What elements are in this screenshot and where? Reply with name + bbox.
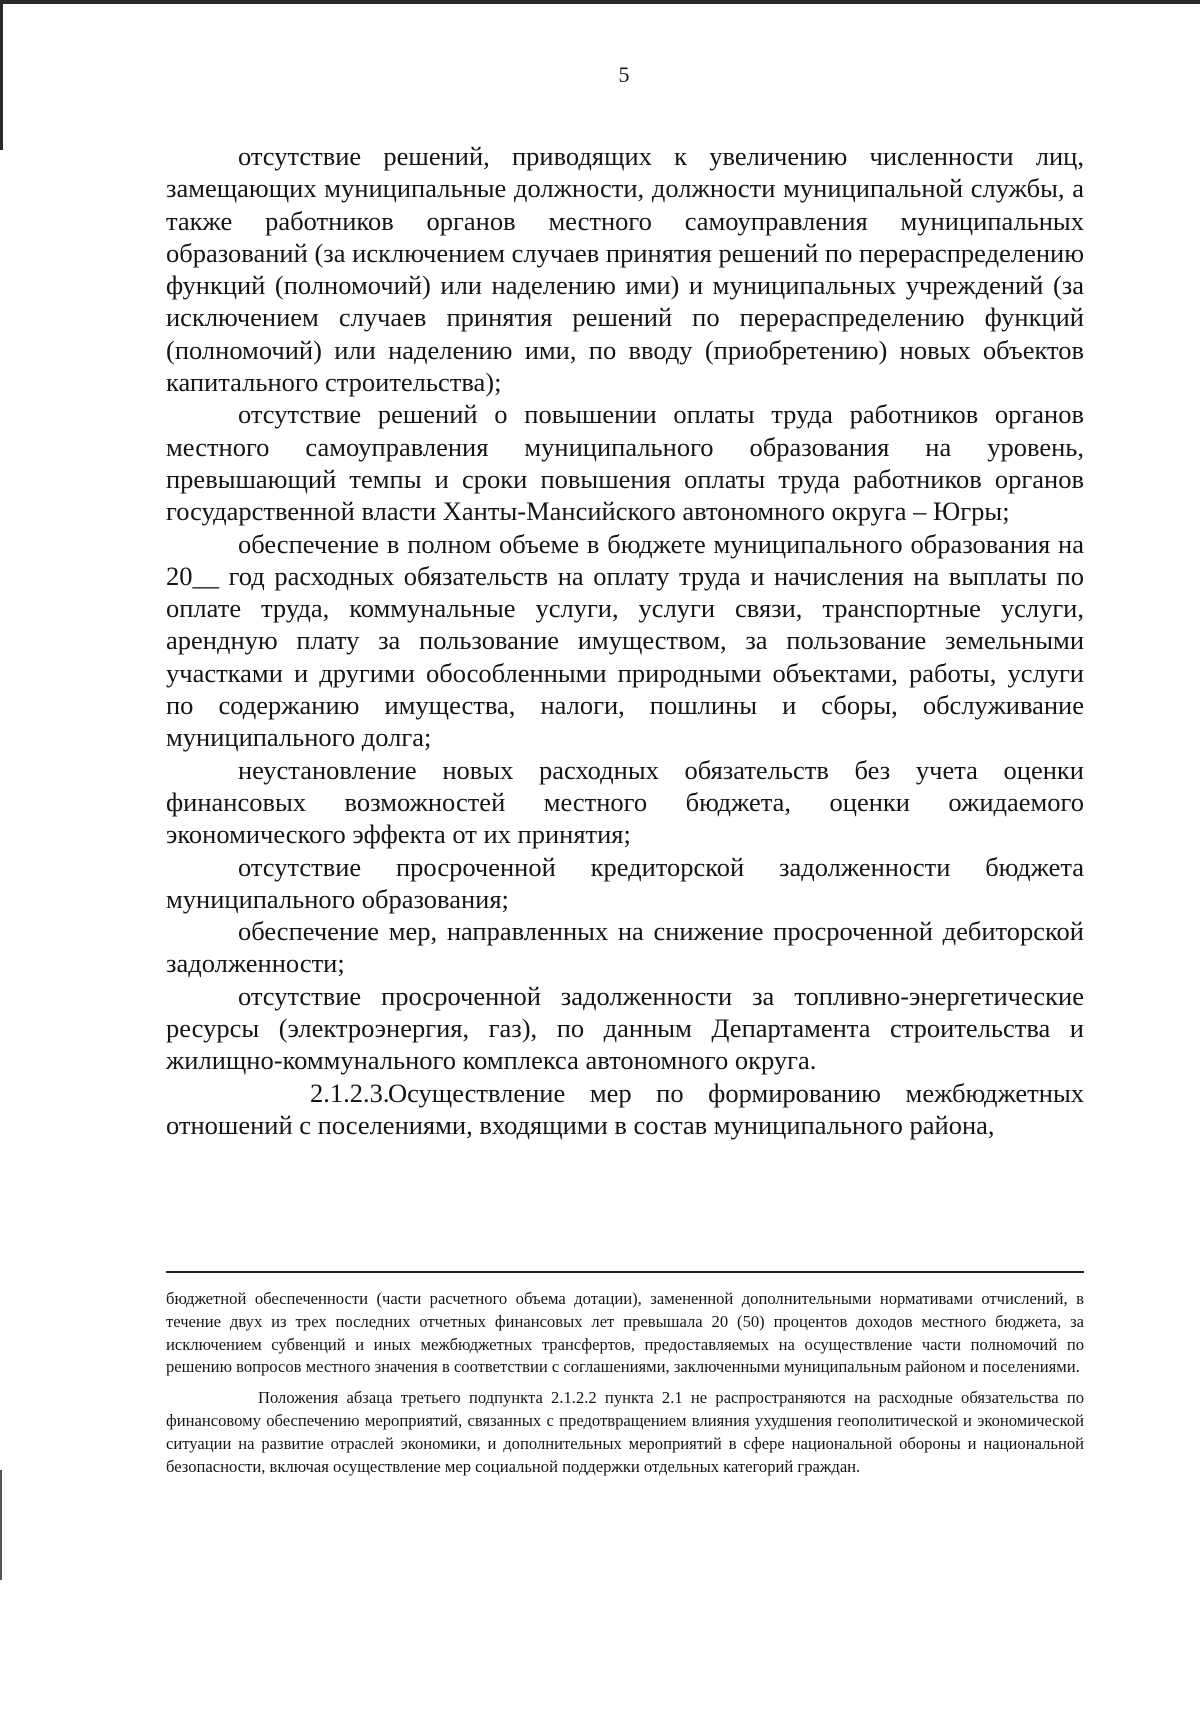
section-number: 2.1.2.3.	[310, 1077, 390, 1108]
body-paragraph: обеспечение в полном объеме в бюджете муниципального образования на 20__ год расходных обязательств на оплату труда и начисления на выплаты по оплате труда, коммунальные услуги, услуги связи, транспортные услуги, арендную плату за пользование имуществом, за пользование земельными участками и другими обособленными природными объектами, работы, услуги по содержанию имущества, налоги, пошлины и сборы, обслуживание муниципального долга;	[166, 528, 1084, 753]
section-paragraph	[166, 1077, 1084, 1142]
footnotes	[166, 1288, 1084, 1478]
body-paragraph: обеспечение мер, направленных на снижение просроченной дебиторской задолженности;	[166, 916, 1084, 979]
body-paragraph: отсутствие решений о повышении оплаты труда работников органов местного самоуправления муниципального образования на уровень, превышающий темпы и сроки повышения оплаты труда работников органов государственной власти Ханты-Мансийского автономного округа – Югры;	[166, 399, 1084, 527]
body-paragraph: отсутствие просроченной задолженности за топливно-энергетические ресурсы (электроэнергия, газ), по данным Департамента строительства и жилищно-коммунального комплекса автономного округа.	[166, 980, 1084, 1076]
page-number: 5	[618, 62, 630, 87]
scan-top-edge	[0, 0, 1200, 4]
footnote-separator	[166, 1271, 1084, 1273]
footnote-paragraph: бюджетной обеспеченности (части расчетного объема дотации), замененной дополнительными нормативами отчислений, в течение двух из трех последних отчетных финансовых лет превышала 20 (50) процентов доходов местного бюджета, за исключением субвенций и иных межбюджетных трансфертов, предоставляемых на осуществление части полномочий по решению вопросов местного значения в соответствии с соглашениями, заключенными муниципальным районом и поселениями.	[166, 1289, 1084, 1377]
body-paragraph: неустановление новых расходных обязательств без учета оценки финансовых возможностей местного бюджета, оценки ожидаемого экономического эффекта от их принятия;	[166, 754, 1084, 850]
body-paragraph: отсутствие решений, приводящих к увеличению численности лиц, замещающих муниципальные должности, должности муниципальной службы, а также работников органов местного самоуправления муниципальных образований (за исключением случаев принятия решений по перераспределению функций (полномочий) или наделению ими) и муниципальных учреждений (за исключением случаев принятия решений по перераспределению функций (полномочий) или наделению ими, по вводу (приобретению) новых объектов капитального строительства);	[166, 141, 1084, 398]
document-body	[166, 140, 1084, 1141]
scan-left-edge-lower	[0, 1470, 2, 1580]
section-text: Осуществление мер по формированию межбюджетных отношений с поселениями, входящими в состав муниципального района,	[166, 1077, 1084, 1140]
footnote-paragraph: Положения абзаца третьего подпункта 2.1.2.2 пункта 2.1 не распространяются на расходные обязательства по финансовому обеспечению мероприятий, связанных с предотвращением влияния ухудшения геополитической и экономической ситуации на развитие отраслей экономики, и дополнительных мероприятий в сфере национальной обороны и национальной безопасности, включая осуществление мер социальной поддержки отдельных категорий граждан.	[166, 1388, 1084, 1476]
body-paragraph: отсутствие просроченной кредиторской задолженности бюджета муниципального образования;	[166, 851, 1084, 914]
